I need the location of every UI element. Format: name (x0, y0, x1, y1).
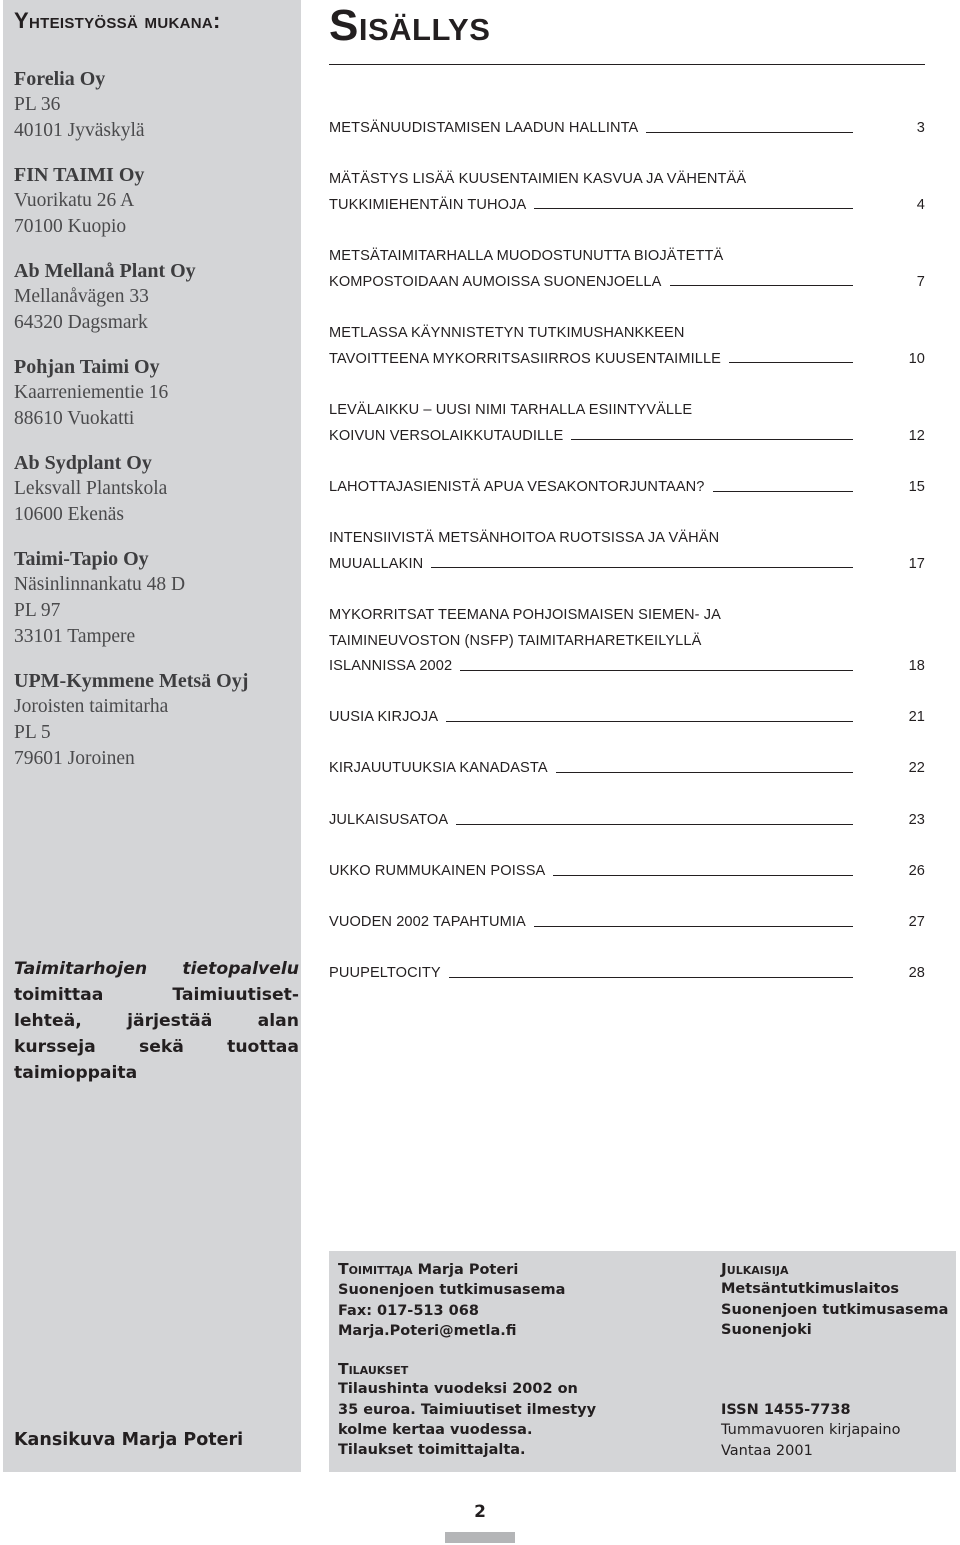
toc-leader-line (449, 977, 853, 978)
toc-entry-last-line (329, 116, 925, 142)
orders-line: 35 euroa. Taimiuutiset ilmestyy (338, 1401, 597, 1418)
toc-page-number: 12 (908, 427, 925, 444)
toc-page-number: 23 (908, 812, 925, 828)
partner-address-line: Leksvall Plantskola (14, 478, 168, 499)
toc-leader-line (431, 567, 853, 568)
toc-entry-title: KOIVUN VERSOLAIKKUTAUDILLE (329, 427, 564, 444)
toc-page-number: 4 (916, 196, 925, 213)
toc-entry (329, 475, 925, 501)
toc-entry-last-line (329, 910, 925, 936)
partner-address-line: 88610 Vuokatti (14, 408, 135, 429)
printer-line: Vantaa 2001 (721, 1442, 813, 1459)
toc-page-number: 22 (908, 760, 925, 776)
toc-entry-title: KOMPOSTOIDAAN AUMOISSA SUONENJOELLA (329, 273, 662, 290)
toc-entry-last-line (329, 193, 925, 219)
toc-entry-title: METSÄNUUDISTAMISEN LAADUN HALLINTA (329, 120, 639, 136)
toc-leader-line (571, 439, 853, 440)
toc-entry (329, 808, 925, 834)
toc-entry-title: PUUPELTOCITY (329, 965, 441, 981)
toc-entry-title: LAHOTTAJASIENISTÄ APUA VESAKONTORJUNTAAN? (329, 479, 705, 495)
partner-item (14, 450, 299, 528)
toc-leader-line (556, 772, 853, 773)
toc-page-number: 28 (908, 965, 925, 981)
toc-entry (329, 705, 925, 731)
toc-page-number: 18 (908, 658, 925, 674)
toc-page-number: 3 (916, 120, 925, 136)
toc-entry (329, 910, 925, 936)
partner-name: Ab Mellanå Plant Oy (14, 260, 196, 282)
editor-line: Suonenjoen tutkimusasema (338, 1282, 566, 1299)
page-number-bar (445, 1532, 515, 1543)
toc-leader-line (534, 926, 853, 927)
toc-entry (329, 398, 925, 449)
editor-line: Fax: 017-513 068 (338, 1302, 479, 1319)
toc-entry-last-line (329, 654, 925, 680)
toc-entry (329, 756, 925, 782)
toc-leader-line (670, 285, 854, 286)
orders-label: Tilaukset (338, 1360, 409, 1378)
toc-entry-title: TUKKIMIEHENTÄIN TUHOJA (329, 196, 527, 213)
toc-entry-title: MYKORRITSAT TEEMANA POHJOISMAISEN SIEMEN- JA (329, 607, 722, 623)
toc-entry-last-line (329, 552, 925, 578)
toc-page-number: 21 (908, 709, 925, 725)
toc-entry-title: VUODEN 2002 TAPAHTUMIA (329, 914, 526, 930)
partner-address-line: 10600 Ekenäs (14, 504, 124, 525)
toc-leader-line (446, 721, 853, 722)
partner-address-line: 33101 Tampere (14, 626, 136, 647)
toc-page-number: 17 (908, 555, 925, 572)
partner-list (14, 66, 299, 790)
partner-item (14, 258, 299, 336)
toc-page-number: 7 (916, 273, 925, 290)
toc-entry-last-line (329, 705, 925, 731)
orders-block (338, 1359, 596, 1460)
toc-entry-title: ISLANNISSA 2002 (329, 658, 453, 674)
partner-address-line: PL 97 (14, 600, 61, 621)
editor-name: Marja Poteri (417, 1262, 519, 1278)
partner-address-line: 40101 Jyväskylä (14, 120, 145, 141)
partner-address-line: Mellanåvägen 33 (14, 286, 149, 307)
toc-entry (329, 244, 925, 295)
toc-entry-last-line (329, 961, 925, 987)
toc-leader-line (646, 132, 853, 133)
orders-line: Tilaushinta vuodeksi 2002 on (338, 1381, 578, 1398)
cover-credit: Kansikuva Marja Poteri (14, 1430, 244, 1450)
toc-entry-title: UKKO RUMMUKAINEN POISSA (329, 863, 546, 879)
info-service-text (14, 956, 299, 1086)
partner-address-line: 79601 Joroinen (14, 748, 135, 769)
toc-entry-title: TAVOITTEENA MYKORRITSASIIRROS KUUSENTAIMILLE (329, 350, 722, 367)
toc-entry-last-line (329, 270, 925, 296)
publisher-block (721, 1259, 948, 1340)
toc-entry-last-line (329, 347, 925, 373)
partner-item (14, 668, 299, 772)
partner-address-line: Joroisten taimitarha (14, 696, 169, 717)
publisher-line: Suonenjoki (721, 1321, 812, 1338)
partner-name: Taimi-Tapio Oy (14, 548, 149, 570)
partner-address-line: PL 5 (14, 722, 51, 743)
sidebar-heading: Yhteistyössä mukana: (14, 8, 221, 33)
editor-block (338, 1259, 565, 1341)
partner-address-line: Vuorikatu 26 A (14, 190, 135, 211)
page-number: 2 (474, 1502, 486, 1522)
toc-entry-title: METSÄTAIMITARHALLA MUODOSTUNUTTA BIOJÄTETTÄ (329, 248, 724, 264)
toc-entry-last-line (329, 475, 925, 501)
partner-address-line: 70100 Kuopio (14, 216, 127, 237)
publisher-line: Metsäntutkimuslaitos (721, 1281, 900, 1298)
partner-address-line: Näsinlinnankatu 48 D (14, 574, 186, 595)
toc-entry (329, 526, 925, 577)
toc-entry-title: INTENSIIVISTÄ METSÄNHOITOA RUOTSISSA JA VÄHÄN (329, 530, 720, 546)
toc-entry-title: METLASSA KÄYNNISTETYN TUTKIMUSHANKKEEN (329, 325, 685, 341)
partner-item (14, 546, 299, 650)
issn-label: ISSN 1455-7738 (721, 1402, 851, 1418)
editor-label: Toimittaja (338, 1260, 413, 1278)
orders-line: Tilaukset toimittajalta. (338, 1442, 526, 1459)
toc-entry (329, 116, 925, 142)
toc-leader-line (713, 491, 853, 492)
toc-entry-last-line (329, 808, 925, 834)
editor-line: Marja.Poteri@metla.fi (338, 1322, 517, 1339)
toc-entry-title: KIRJAUUTUUKSIA KANADASTA (329, 760, 548, 776)
toc-page-number: 26 (908, 863, 925, 879)
printer-line: Tummavuoren kirjapaino (721, 1422, 901, 1439)
toc-leader-line (534, 208, 853, 209)
toc-entry-last-line (329, 424, 925, 450)
toc-entry (329, 961, 925, 987)
toc-leader-line (729, 362, 853, 363)
toc-entry-title: MUUALLAKIN (329, 555, 424, 572)
toc-entry-title: MÄTÄSTYS LISÄÄ KUUSENTAIMIEN KASVUA JA VÄHENTÄÄ (329, 171, 747, 187)
toc-entry-title: LEVÄLAIKKU – UUSI NIMI TARHALLA ESIINTYVÄLLE (329, 402, 693, 418)
partner-name: Ab Sydplant Oy (14, 452, 152, 474)
toc-page-number: 15 (908, 479, 925, 495)
partner-name: Forelia Oy (14, 68, 106, 90)
publisher-label: Julkaisija (721, 1260, 789, 1278)
partner-item (14, 354, 299, 432)
toc-leader-line (460, 670, 853, 671)
toc-page-number: 27 (908, 914, 925, 930)
partner-name: Pohjan Taimi Oy (14, 356, 160, 378)
toc-entry (329, 859, 925, 885)
toc-entry (329, 603, 925, 680)
info-service-emphasis: Taimitarhojen tietopalvelu (14, 959, 299, 979)
partner-address-line: PL 36 (14, 94, 61, 115)
partners-sidebar (3, 0, 301, 1472)
orders-line: kolme kertaa vuodessa. (338, 1421, 533, 1438)
info-service-description: toimittaa Taimiuutiset-lehteä, järjestää alan kursseja sekä tuottaa taimioppaita (14, 985, 299, 1083)
title-divider (329, 64, 925, 65)
partner-address-line: Kaarreniementie 16 (14, 382, 169, 403)
issn-block (721, 1400, 900, 1461)
toc-page-number: 10 (908, 350, 925, 367)
toc-entry-last-line (329, 756, 925, 782)
partner-address-line: 64320 Dagsmark (14, 312, 148, 333)
toc-entry (329, 321, 925, 372)
toc-entry-title: JULKAISUSATOA (329, 812, 449, 828)
masthead-box (329, 1251, 956, 1472)
partner-name: FIN TAIMI Oy (14, 164, 145, 186)
publisher-line: Suonenjoen tutkimusasema (721, 1301, 949, 1318)
contents-title: Sisällys (329, 1, 491, 50)
partner-item (14, 162, 299, 240)
toc-leader-line (456, 824, 853, 825)
partner-item (14, 66, 299, 144)
toc-entry (329, 167, 925, 218)
toc-entry-title: UUSIA KIRJOJA (329, 709, 439, 725)
toc-entry-title: TAIMINEUVOSTON (NSFP) TAIMITARHARETKEILYLLÄ (329, 632, 702, 649)
toc-leader-line (553, 875, 853, 876)
toc-entry-last-line (329, 859, 925, 885)
partner-name: UPM-Kymmene Metsä Oyj (14, 670, 249, 692)
